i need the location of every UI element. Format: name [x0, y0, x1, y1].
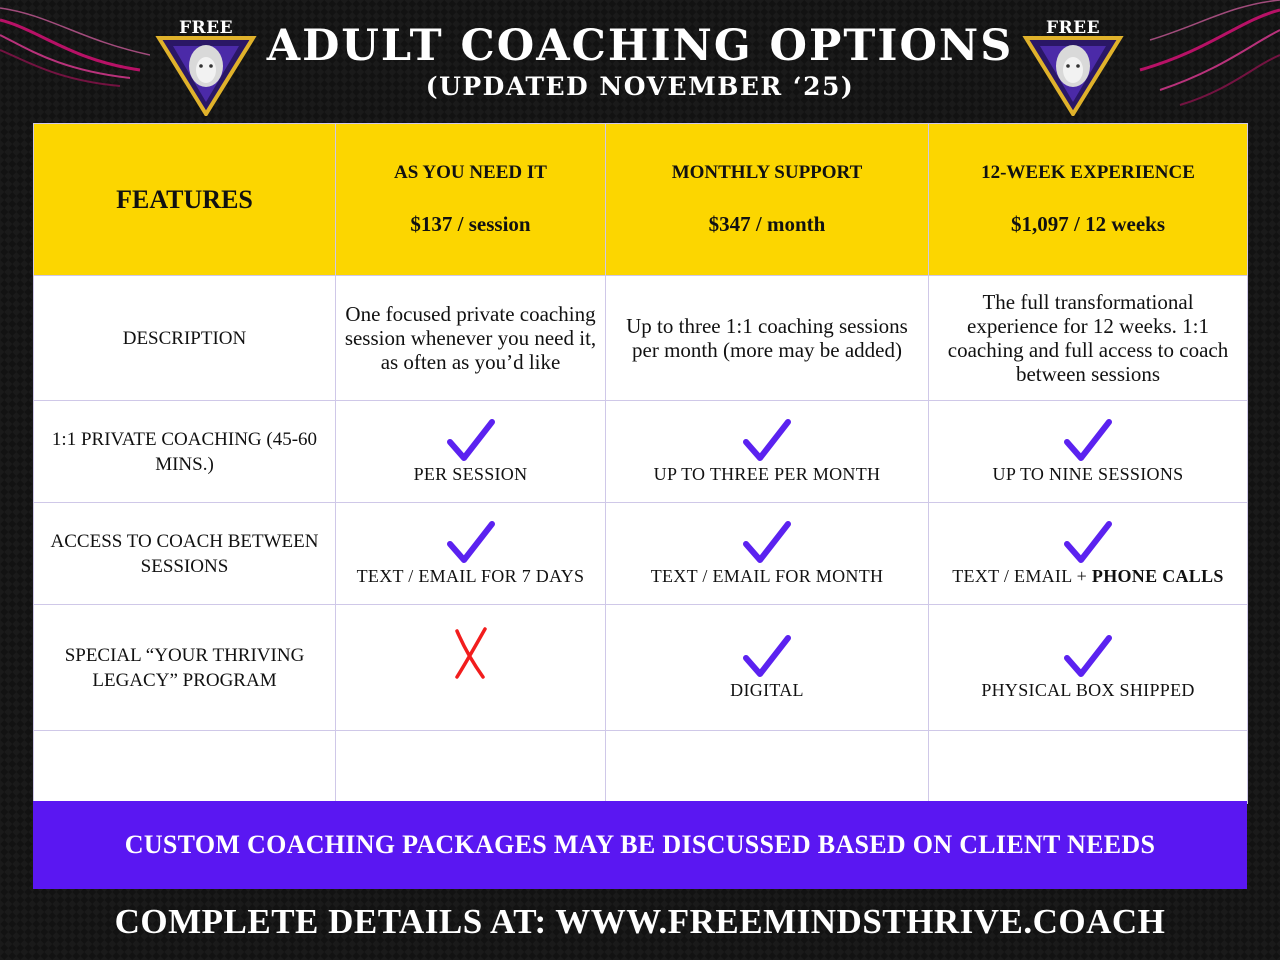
- plan-name: AS YOU NEED IT: [394, 162, 547, 183]
- check-icon: [1063, 634, 1113, 680]
- plan-header-monthly-support: [606, 124, 929, 276]
- row-label-private-coaching: 1:1 PRIVATE COACHING (45-60 MINS.): [34, 401, 336, 503]
- feature-cell: [606, 401, 929, 503]
- caption-text: TEXT / EMAIL +: [952, 566, 1092, 586]
- feature-caption: UP TO NINE SESSIONS: [992, 464, 1184, 484]
- logo-free-text: FREE: [1045, 18, 1101, 38]
- feature-caption: TEXT / EMAIL FOR MONTH: [650, 566, 884, 586]
- features-header: FEATURES: [34, 124, 336, 276]
- footer-details-link-text: COMPLETE DETAILS AT: WWW.FREEMINDSTHRIVE.COACH: [114, 902, 1166, 941]
- cross-icon: [449, 625, 493, 681]
- check-icon: [446, 418, 496, 464]
- table-row: [34, 503, 1248, 605]
- plan-price: $1,097 / 12 weeks: [1011, 212, 1165, 236]
- check-icon: [742, 418, 792, 464]
- empty-cell: [34, 731, 336, 804]
- logo-free-text: FREE: [178, 18, 234, 38]
- caption-bold-text: PHONE CALLS: [1091, 566, 1224, 586]
- feature-caption: DIGITAL: [730, 680, 804, 700]
- table-header-row: [34, 124, 1248, 276]
- feature-cell: [929, 605, 1248, 731]
- feature-caption: PHYSICAL BOX SHIPPED: [981, 680, 1195, 700]
- check-icon: [1063, 520, 1113, 566]
- feature-cell: [336, 605, 606, 731]
- check-icon: [742, 520, 792, 566]
- empty-cell: [606, 731, 929, 804]
- table-row: [34, 605, 1248, 731]
- table-row: [34, 276, 1248, 401]
- plan-price: $347 / month: [708, 212, 826, 236]
- row-label-access-to-coach: ACCESS TO COACH BETWEEN SESSIONS: [34, 503, 336, 605]
- check-icon: [446, 520, 496, 566]
- description-cell: The full transformational experience for 12 weeks. 1:1 coaching and full access to coach between sessions: [929, 276, 1248, 401]
- description-cell: Up to three 1:1 coaching sessions per month (more may be added): [606, 276, 929, 401]
- feature-cell: [929, 503, 1248, 605]
- empty-cell: [929, 731, 1248, 804]
- check-icon: [1063, 418, 1113, 464]
- feature-cell: [336, 503, 606, 605]
- row-label-legacy-program: SPECIAL “YOUR THRIVING LEGACY” PROGRAM: [34, 605, 336, 731]
- check-icon: [742, 634, 792, 680]
- empty-cell: [336, 731, 606, 804]
- plan-header-as-you-need-it: [336, 124, 606, 276]
- feature-cell: [606, 503, 929, 605]
- custom-packages-banner: CUSTOM COACHING PACKAGES MAY BE DISCUSSED BASED ON CLIENT NEEDS: [33, 801, 1247, 889]
- coaching-options-table: [33, 123, 1248, 804]
- feature-cell: [606, 605, 929, 731]
- description-cell: One focused private coaching session whenever you need it, as often as you’d like: [336, 276, 606, 401]
- plan-price: $137 / session: [410, 212, 531, 236]
- feature-caption: TEXT / EMAIL FOR 7 DAYS: [356, 566, 585, 586]
- row-label-description: DESCRIPTION: [34, 276, 336, 401]
- feature-caption: UP TO THREE PER MONTH: [653, 464, 881, 484]
- plan-name: 12-WEEK EXPERIENCE: [981, 162, 1195, 183]
- feature-cell: [929, 401, 1248, 503]
- page-subtitle: (UPDATED NOVEMBER ‘25): [425, 72, 855, 101]
- feature-caption: PER SESSION: [413, 464, 528, 484]
- plan-header-12-week-experience: [929, 124, 1248, 276]
- plan-name: MONTHLY SUPPORT: [671, 162, 863, 183]
- table-row: [34, 401, 1248, 503]
- table-row-empty: [34, 731, 1248, 804]
- page-title: ADULT COACHING OPTIONS: [266, 21, 1014, 71]
- feature-cell: [336, 401, 606, 503]
- feature-caption: [935, 566, 1241, 587]
